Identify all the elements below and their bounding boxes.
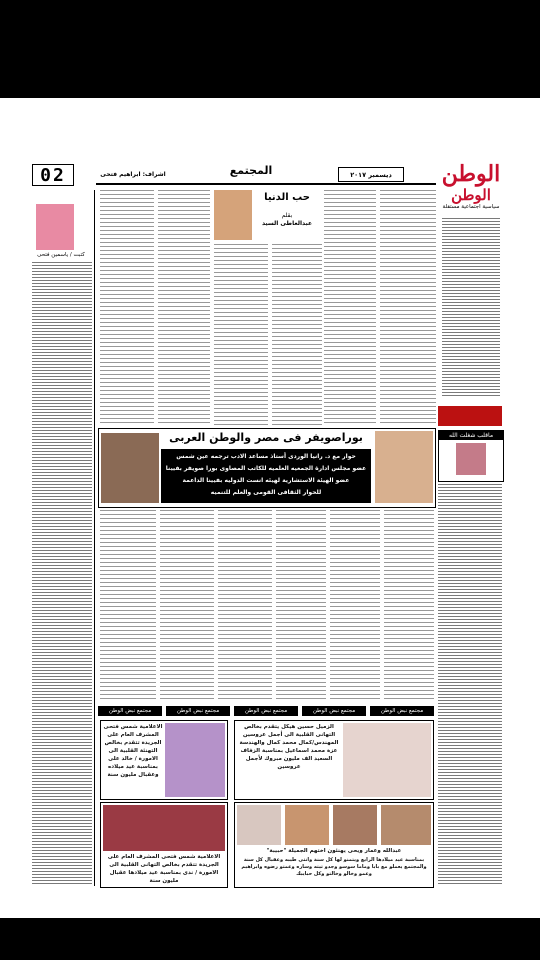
ribbon-row (98, 706, 434, 716)
ad2-text: الزميل حسين هيكل يتقدم بخالص التهانى القلبية الى أجمل عروسين المهندس/كمال محمد كمال والهندسة عزة محمد اسماعيل بمناسبة الزفاف السعيد الف مليون مبروك لأجمل عروسين (239, 724, 339, 770)
article-text-h (160, 510, 214, 702)
ad1-child-photo (165, 723, 225, 797)
ad4-photo-c (333, 805, 377, 845)
interview-banner (98, 428, 436, 508)
columnist-photo (214, 190, 252, 240)
ad4-photo-d (381, 805, 431, 845)
ad1-text: الاعلامية شمس فتحى المشرف العام على الجريدة تتقدم بخالص التهنئة القلبية الى الامورة / خالد على بمناسبة عيد ميلاده وعقبال مليون سنة (103, 724, 163, 778)
ribbon: مجتمع نبض الوطن (98, 706, 162, 716)
ad4-title: عبدالله وعمار ويحى يهنئون اختهم الجميلة "حبيبة" (266, 848, 402, 854)
ribbon: مجتمع نبض الوطن (166, 706, 230, 716)
greeting-ad-2 (234, 720, 434, 800)
banner-line-2: عضو مجلس ادارة الجمعيه العلميه للكاتب المصاوى بورا صويفر بفيينا (165, 465, 367, 472)
masthead (440, 162, 502, 214)
ribbon: مجتمع نبض الوطن (370, 706, 434, 716)
sidebar-text (438, 484, 502, 886)
article-text-l (384, 510, 434, 702)
article-text-f (380, 190, 436, 426)
banner-headline: بوراصويفر فى مصر والوطن العربى (169, 431, 363, 444)
ad2-couple-photo (343, 723, 431, 797)
banner-line-3: عضو الهيئة الاستشارية لهيئه انست الدوليه بفيينا الداعمة (182, 477, 350, 484)
ad3-text: الاعلامية شمس فتحى المشرف العام على الجريدة تتقدم بخالص التهانى القلبية الى الامورة / ندى بمناسبة عيد ميلادها عقبال مليون سنة (107, 854, 221, 884)
ad4-body: بمناسبة عيد ميلادها الرابع ويتمنو لها كل سنة وانتى طيبه وعقبال كل سنة والمجتمع يعملو مع بابا وماما سوسو وجدو تيته وساره وعمتو رضوه وابراهيم وعمو وخالو وخالتو وكل حبايبك (241, 857, 427, 877)
article-text-c (214, 244, 268, 426)
banner-line-4: للحوار الثقافى القومى والعلم للتنميه (210, 489, 322, 496)
column-author: عبدالعاطى السيد (261, 220, 313, 227)
article-text-d (272, 244, 322, 426)
masthead-subtitle: سياسية اجتماعية مستقلة (442, 204, 500, 210)
page-number-box (32, 164, 74, 186)
left-column-author-photo (36, 204, 74, 250)
column-byline: بقلم (281, 212, 293, 219)
left-column-rule (94, 190, 95, 886)
article-text-a (100, 190, 154, 426)
masthead-logo-secondary: الوطن (451, 186, 491, 204)
header-rule (96, 183, 436, 185)
guest-photo (101, 433, 159, 503)
sidebar-card-title: ماقلب شغلت الله (439, 431, 503, 440)
column-title: حب الدنيا (264, 192, 310, 203)
masthead-logo: الوطن (441, 161, 501, 187)
ad4-photo-a (237, 805, 281, 845)
ribbon: مجتمع نبض الوطن (302, 706, 366, 716)
newspaper-sheet (26, 160, 504, 888)
article-text-g (100, 510, 156, 702)
article-text-e (324, 190, 376, 426)
ad4-photo-b (285, 805, 329, 845)
sidebar-card (438, 430, 504, 482)
article-text-j (276, 510, 326, 702)
interviewee-photo (375, 431, 433, 503)
article-text-i (218, 510, 272, 702)
left-column-text (32, 262, 92, 884)
supervisor-line: اشراف: ابراهيم فتحى (100, 171, 166, 178)
ribbon: مجتمع نبض الوطن (234, 706, 298, 716)
article-text-b (158, 190, 210, 426)
ad3-photo (103, 805, 225, 851)
date-label: ديسمبر ٢٠١٧ (350, 170, 392, 179)
left-column-author: كتبت / ياسمين فتحى (37, 252, 85, 258)
sidebar-card-photo (456, 443, 486, 475)
date-box (338, 167, 404, 182)
banner-line-1: حوار مع د. رانيا الوردى أستاذ مساعد الادب ترجمه عين شمس (176, 453, 356, 460)
contact-strip (438, 406, 502, 426)
greeting-ad-3 (100, 802, 228, 888)
section-title: المجتمع (229, 164, 273, 177)
greeting-ad-4 (234, 802, 434, 888)
staff-list (442, 218, 500, 398)
newspaper-page (0, 98, 540, 918)
page-number: 02 (40, 164, 66, 186)
article-text-k (330, 510, 380, 702)
greeting-ad-1 (100, 720, 228, 800)
